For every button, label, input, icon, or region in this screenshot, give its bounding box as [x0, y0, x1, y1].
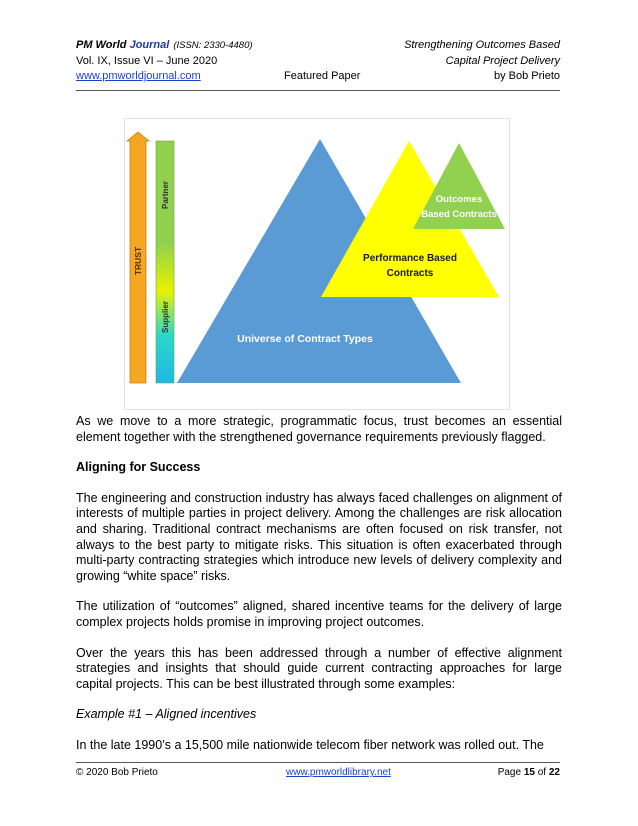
- header-rule: [76, 90, 560, 91]
- footer-library-link[interactable]: www.pmworldlibrary.net: [286, 767, 391, 778]
- outcomes-based-label-line2: Based Contracts: [421, 209, 497, 220]
- universe-contract-types-label: Universe of Contract Types: [237, 333, 373, 345]
- performance-based-label-line1: Performance Based: [363, 253, 457, 264]
- performance-based-label-line2: Contracts: [386, 268, 434, 279]
- page-header: [76, 38, 560, 90]
- brand-main: PM World: [76, 39, 127, 51]
- page-number: [498, 767, 560, 778]
- brand-journal: Journal: [129, 39, 170, 51]
- outcomes-based-label-line1: Outcomes: [435, 194, 483, 205]
- paper-title-line1: Strengthening Outcomes Based: [404, 39, 560, 51]
- partner-label: Partner: [161, 180, 170, 210]
- paper-title-line2: Capital Project Delivery: [445, 54, 560, 67]
- page-current: 15: [523, 767, 535, 778]
- footer-rule: [76, 762, 560, 763]
- paragraph-trust: As we move to a more strategic, programmatic focus, trust becomes an essential element together with the strengthened governance requirements previously flagged.: [76, 414, 562, 444]
- page-of: of: [537, 767, 547, 778]
- contract-types-diagram: [125, 119, 509, 409]
- issn: (ISSN: 2330-4480): [173, 40, 253, 51]
- page-total: 22: [548, 767, 560, 778]
- section-heading: Aligning for Success: [76, 460, 201, 475]
- trust-arrow-label: TRUST: [133, 246, 143, 276]
- volume-issue: Vol. IX, Issue VI – June 2020: [76, 54, 218, 67]
- journal-website-link[interactable]: www.pmworldjournal.com: [76, 70, 201, 82]
- partner-supplier-bar: [156, 141, 174, 383]
- article-body: [76, 414, 562, 754]
- page-footer: [76, 767, 560, 781]
- paragraph-outcomes-teams: The utilization of “outcomes” aligned, shared incentive teams for the delivery of large complex projects holds promise in improving project outcomes.: [76, 599, 562, 629]
- page-prefix: Page: [497, 767, 522, 778]
- journal-brand: [76, 38, 253, 54]
- paragraph-example-start: In the late 1990’s a 15,500 mile nationwide telecom fiber network was rolled out. The: [76, 737, 544, 752]
- example-heading: Example #1 – Aligned incentives: [76, 707, 257, 722]
- paragraph-alignment-challenges: The engineering and construction industry has always faced challenges on alignment of interests of multiple parties in project delivery. Among the challenges are risk allocation and sharing. Traditional contract mechanisms are often focused on risk transfer, not always to the best party to mitigate risks. This situation is often exacerbated through multi-party contracting strategies which introduce new levels of delivery complexity and growing “white space” risks.: [76, 490, 562, 583]
- section-label: Featured Paper: [284, 70, 361, 82]
- footer-copyright: © 2020 Bob Prieto: [76, 767, 158, 778]
- contract-types-figure: [124, 118, 510, 410]
- supplier-label: Supplier: [161, 300, 170, 334]
- author: by Bob Prieto: [493, 70, 560, 82]
- paragraph-strategies: Over the years this has been addressed through a number of effective alignment strategies and insights that should guide current contracting approaches for large capital projects. This can be best illustrated through some examples:: [76, 645, 562, 691]
